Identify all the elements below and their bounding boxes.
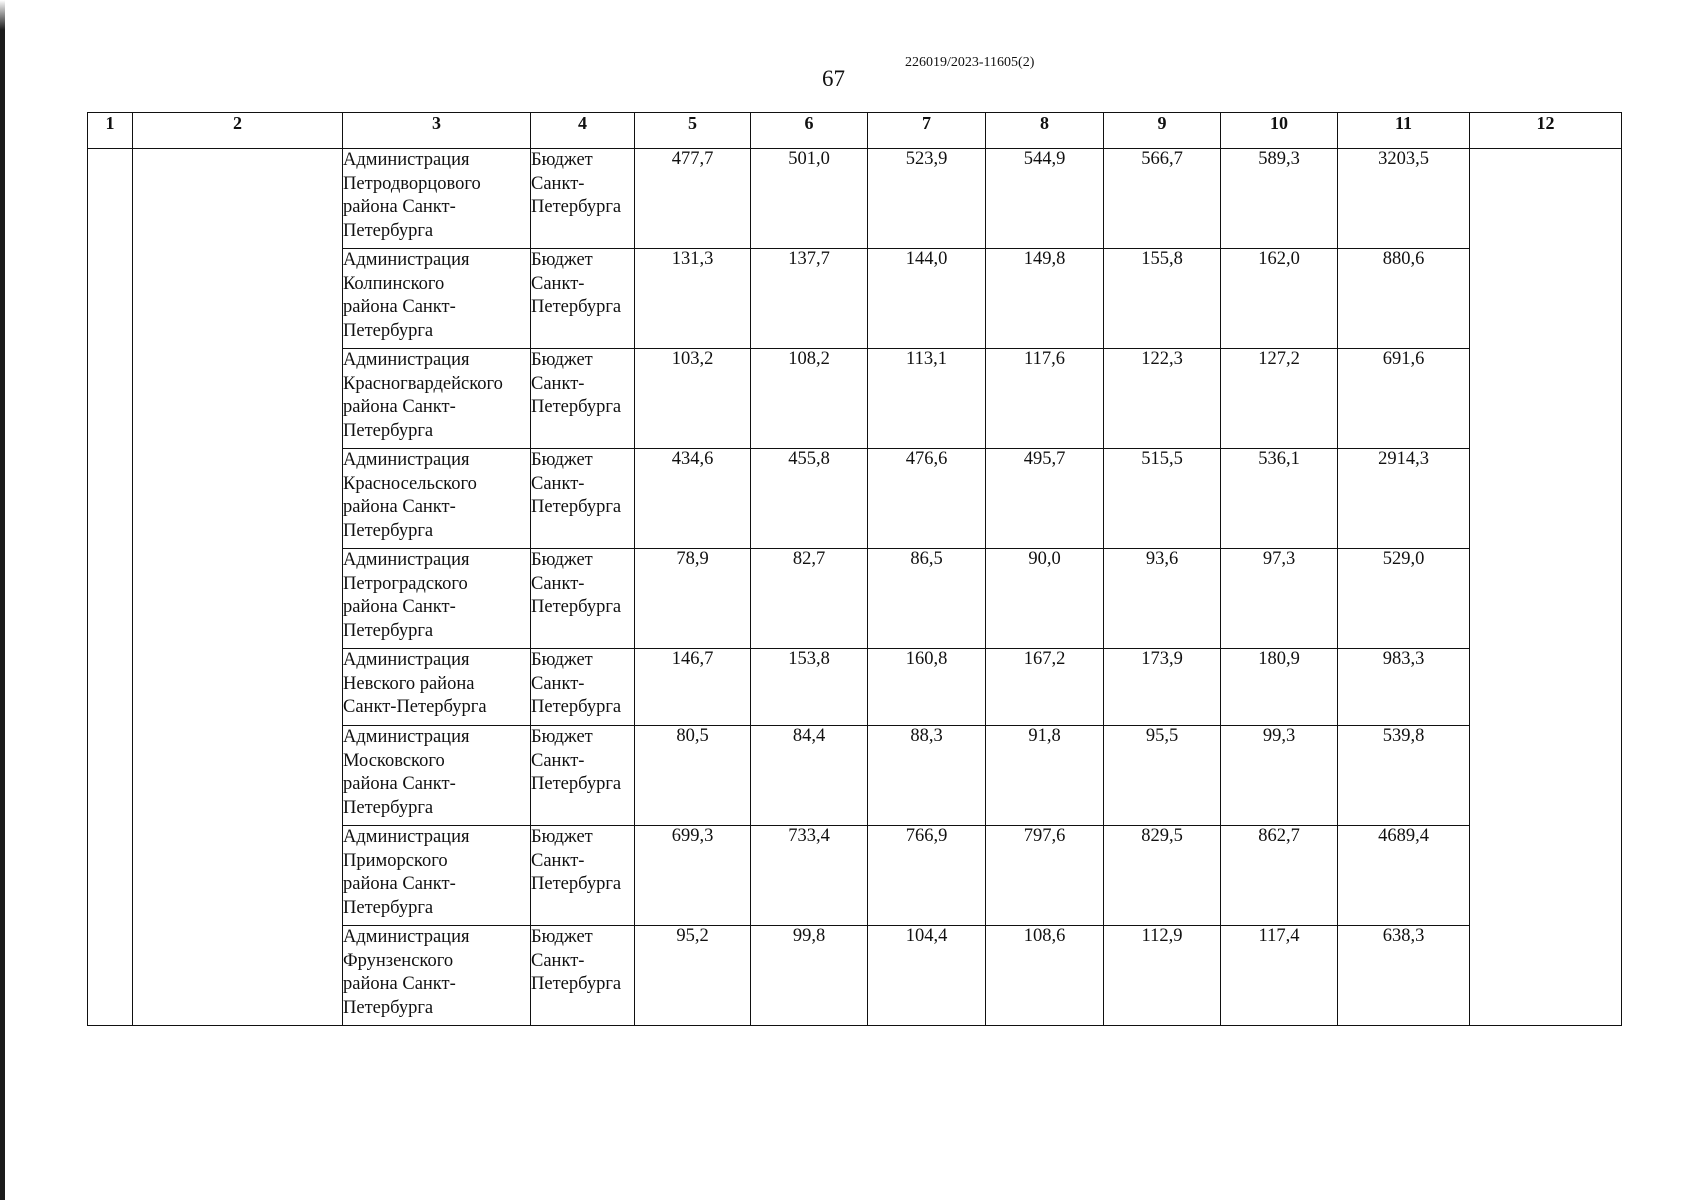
column-header: 11 <box>1338 113 1470 149</box>
value-cell: 88,3 <box>868 726 986 826</box>
value-cell: 137,7 <box>751 249 868 349</box>
value-cell: 122,3 <box>1104 349 1221 449</box>
total-cell: 638,3 <box>1338 926 1470 1026</box>
col1-merged-cell <box>88 149 133 1026</box>
value-cell: 149,8 <box>986 249 1104 349</box>
value-cell: 78,9 <box>635 549 751 649</box>
column-header: 6 <box>751 113 868 149</box>
value-cell: 82,7 <box>751 549 868 649</box>
value-cell: 112,9 <box>1104 926 1221 1026</box>
funding-source-cell: Бюджет Санкт- Петербурга <box>531 726 635 826</box>
value-cell: 103,2 <box>635 349 751 449</box>
value-cell: 97,3 <box>1221 549 1338 649</box>
value-cell: 434,6 <box>635 449 751 549</box>
column-header: 2 <box>133 113 343 149</box>
funding-source-cell: Бюджет Санкт- Петербурга <box>531 926 635 1026</box>
column-header: 1 <box>88 113 133 149</box>
column-header: 9 <box>1104 113 1221 149</box>
value-cell: 160,8 <box>868 649 986 726</box>
total-cell: 4689,4 <box>1338 826 1470 926</box>
value-cell: 589,3 <box>1221 149 1338 249</box>
column-header: 4 <box>531 113 635 149</box>
organization-cell: Администрация Петродворцового района Санкт- Петербурга <box>343 149 531 249</box>
value-cell: 501,0 <box>751 149 868 249</box>
total-cell: 983,3 <box>1338 649 1470 726</box>
value-cell: 544,9 <box>986 149 1104 249</box>
scan-edge-shadow-top <box>0 0 5 30</box>
organization-cell: Администрация Петроградского района Санкт- Петербурга <box>343 549 531 649</box>
value-cell: 144,0 <box>868 249 986 349</box>
organization-cell: Администрация Невского района Санкт-Петербурга <box>343 649 531 726</box>
total-cell: 3203,5 <box>1338 149 1470 249</box>
value-cell: 95,5 <box>1104 726 1221 826</box>
value-cell: 455,8 <box>751 449 868 549</box>
organization-cell: Администрация Колпинского района Санкт- Петербурга <box>343 249 531 349</box>
value-cell: 146,7 <box>635 649 751 726</box>
value-cell: 180,9 <box>1221 649 1338 726</box>
document-id: 226019/2023-11605(2) <box>905 55 1035 70</box>
value-cell: 131,3 <box>635 249 751 349</box>
value-cell: 862,7 <box>1221 826 1338 926</box>
value-cell: 566,7 <box>1104 149 1221 249</box>
value-cell: 93,6 <box>1104 549 1221 649</box>
column-header: 10 <box>1221 113 1338 149</box>
value-cell: 84,4 <box>751 726 868 826</box>
value-cell: 113,1 <box>868 349 986 449</box>
value-cell: 699,3 <box>635 826 751 926</box>
col2-merged-cell <box>133 149 343 1026</box>
total-cell: 691,6 <box>1338 349 1470 449</box>
value-cell: 108,6 <box>986 926 1104 1026</box>
value-cell: 829,5 <box>1104 826 1221 926</box>
value-cell: 477,7 <box>635 149 751 249</box>
funding-source-cell: Бюджет Санкт- Петербурга <box>531 449 635 549</box>
scan-edge-shadow <box>0 30 5 1200</box>
total-cell: 529,0 <box>1338 549 1470 649</box>
column-header: 7 <box>868 113 986 149</box>
value-cell: 90,0 <box>986 549 1104 649</box>
column-header: 5 <box>635 113 751 149</box>
value-cell: 155,8 <box>1104 249 1221 349</box>
organization-cell: Администрация Приморского района Санкт- Петербурга <box>343 826 531 926</box>
value-cell: 86,5 <box>868 549 986 649</box>
value-cell: 536,1 <box>1221 449 1338 549</box>
column-header: 12 <box>1470 113 1622 149</box>
value-cell: 476,6 <box>868 449 986 549</box>
page-number: 67 <box>822 66 845 91</box>
column-header: 8 <box>986 113 1104 149</box>
value-cell: 733,4 <box>751 826 868 926</box>
organization-cell: Администрация Фрунзенского района Санкт- Петербурга <box>343 926 531 1026</box>
value-cell: 523,9 <box>868 149 986 249</box>
total-cell: 539,8 <box>1338 726 1470 826</box>
total-cell: 880,6 <box>1338 249 1470 349</box>
value-cell: 104,4 <box>868 926 986 1026</box>
header-row <box>88 113 1622 149</box>
funding-source-cell: Бюджет Санкт- Петербурга <box>531 649 635 726</box>
value-cell: 99,8 <box>751 926 868 1026</box>
value-cell: 797,6 <box>986 826 1104 926</box>
value-cell: 95,2 <box>635 926 751 1026</box>
value-cell: 99,3 <box>1221 726 1338 826</box>
col12-merged-cell <box>1470 149 1622 1026</box>
budget-table <box>87 112 1622 1026</box>
value-cell: 108,2 <box>751 349 868 449</box>
value-cell: 117,6 <box>986 349 1104 449</box>
funding-source-cell: Бюджет Санкт- Петербурга <box>531 149 635 249</box>
value-cell: 153,8 <box>751 649 868 726</box>
organization-cell: Администрация Красногвардейского района Санкт- Петербурга <box>343 349 531 449</box>
value-cell: 91,8 <box>986 726 1104 826</box>
value-cell: 167,2 <box>986 649 1104 726</box>
funding-source-cell: Бюджет Санкт- Петербурга <box>531 349 635 449</box>
value-cell: 127,2 <box>1221 349 1338 449</box>
funding-source-cell: Бюджет Санкт- Петербурга <box>531 549 635 649</box>
organization-cell: Администрация Московского района Санкт- Петербурга <box>343 726 531 826</box>
value-cell: 173,9 <box>1104 649 1221 726</box>
value-cell: 495,7 <box>986 449 1104 549</box>
value-cell: 162,0 <box>1221 249 1338 349</box>
value-cell: 80,5 <box>635 726 751 826</box>
value-cell: 515,5 <box>1104 449 1221 549</box>
value-cell: 766,9 <box>868 826 986 926</box>
value-cell: 117,4 <box>1221 926 1338 1026</box>
funding-source-cell: Бюджет Санкт- Петербурга <box>531 249 635 349</box>
column-header: 3 <box>343 113 531 149</box>
total-cell: 2914,3 <box>1338 449 1470 549</box>
organization-cell: Администрация Красносельского района Санкт- Петербурга <box>343 449 531 549</box>
funding-source-cell: Бюджет Санкт- Петербурга <box>531 826 635 926</box>
table-row <box>88 149 1622 249</box>
